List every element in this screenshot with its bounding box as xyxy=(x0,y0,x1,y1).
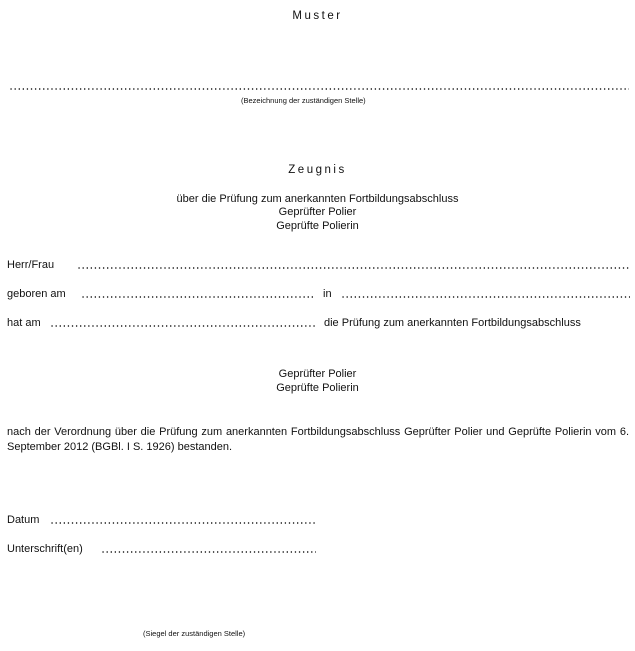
qualification-line1: Geprüfter Polier xyxy=(278,368,357,380)
born-place-label: in xyxy=(323,288,332,300)
passed-text: die Prüfung zum anerkannten Fortbildungsabschluss xyxy=(324,317,581,329)
signature-dotted-line xyxy=(101,551,316,553)
born-place-dotted-line xyxy=(341,296,630,298)
date-label: Datum xyxy=(7,514,40,526)
regulation-paragraph: nach der Verordnung über die Prüfung zum anerkannten Fortbildungsabschluss Geprüfter Polier und Geprüfte Polierin vom 6. September 2012 (BGBl. I S. 1926) bestanden. xyxy=(7,426,629,453)
qualification-line2: Geprüfte Polierin xyxy=(276,382,359,394)
passed-label: hat am xyxy=(7,317,41,329)
seal-caption: (Siegel der zuständigen Stelle) xyxy=(143,629,246,638)
authority-caption: (Bezeichnung der zuständigen Stelle) xyxy=(241,96,366,105)
certificate-subtitle-line1: über die Prüfung zum anerkannten Fortbildungsabschluss xyxy=(176,193,459,205)
name-label: Herr/Frau xyxy=(7,259,55,271)
date-dotted-line xyxy=(50,522,316,524)
passed-date-dotted-line xyxy=(50,325,316,327)
name-dotted-line xyxy=(77,267,629,269)
certificate-title: Zeugnis xyxy=(288,164,347,176)
certificate-subtitle-line2: Geprüfter Polier xyxy=(278,206,357,218)
document-header-title: Muster xyxy=(292,10,343,22)
born-label: geboren am xyxy=(7,288,66,300)
certificate-subtitle-line3: Geprüfte Polierin xyxy=(276,220,359,232)
signature-label: Unterschrift(en) xyxy=(7,543,83,555)
authority-dotted-line xyxy=(9,88,629,90)
born-date-dotted-line xyxy=(81,296,315,298)
